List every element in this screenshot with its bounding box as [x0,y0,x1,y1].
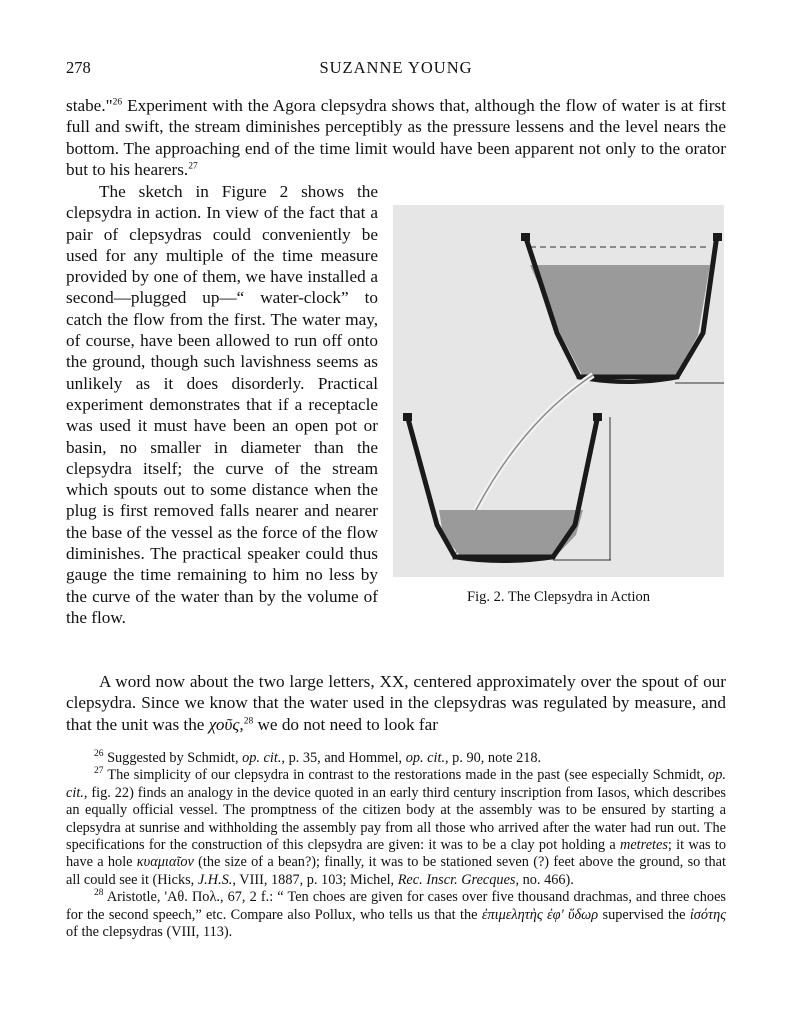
fn26-i1: op. cit. [242,750,282,766]
lower-rim-right [593,413,602,421]
clepsydra-illustration [393,205,724,577]
footnote-28 [66,889,726,941]
fn28-d: of the clepsydras (VIII, 113). [66,924,233,941]
fn26-a: Suggested by Schmidt, [103,750,243,766]
fn26-number: 26 [94,749,104,760]
fn26-i2: op. cit. [405,750,446,766]
fn27-f: , no. 466). [515,871,574,888]
p1-rest: Experiment with the Agora clepsydra shows that, although the flow of water is at first full and swift, the stream diminishes perceptibly as the pressure lessens and the level nears the bottom. The approaching end of the time limit would have been apparent not only to the orator but to his hearers. [66,96,726,179]
fn27-i4: Rec. Inscr. Grecques [397,871,516,888]
p3-text-a: A word now about the two large letters, XX, centered approximately over the spout of our clepsydra. Since we know that the water used in the clepsydras was regulated by measure, and that the unit was the [66,672,726,734]
p2-text: The sketch in Figure 2 shows the clepsydra in action. In view of the fact that a pair of clepsydras could conveniently be used for any multiple of the time measure provided by one of them, we have installed a second—plugged up—“ water-clock” to catch the flow from the first. The water may, of course, have been allowed to run off onto the ground, though such lavishness seems as unlikely as it does disorderly. Practical experiment demonstrates that if a receptacle was used it must have been an open pot or basin, no smaller in diameter than the clepsydra itself; the curve of the stream which spouts out to some distance when the plug is first removed falls nearer and nearer the base of the vessel as the force of the flow diminishes. The practical speaker could thus gauge the time remaining to him no less by the curve of the water than by the volume of the flow. [66,182,378,627]
lower-rim-left [403,413,412,421]
p3-text-b: we do not need to look far [253,714,438,734]
fn28-number: 28 [94,888,104,899]
footnote-ref-28: 28 [243,715,254,726]
footnotes [66,750,726,941]
fn27-a: The simplicity of our clepsydra in contrast to the restorations made in the past (see especially Schmidt, [103,767,709,784]
fn27-i1: op. cit. [66,767,726,801]
fn28-greek1: Αθ. Πολ. [167,889,220,906]
fn27-e: , VIII, 1887, p. 103; Michel, [232,871,398,888]
fn28-c: supervised the [598,906,690,923]
fn27-b: , fig. 22) finds an analogy in the device quoted in an early third century inscription from Iasos, which describes an equally official vessel. The promptness of the citizen body at the assembly was to be ensured by starting a clepsydra at sunrise and withholding the assembly pay from all those who arrived after the water had run out. The specifications for the construction of this clepsydra are given: it was to be a clay pot holding a [66,784,726,854]
fn28-a: Aristotle, ' [103,889,168,906]
figure-caption: Fig. 2. The Clepsydra in Action [467,589,650,605]
footnote-ref-27: 27 [188,161,198,172]
running-head-author: SUZANNE YOUNG [319,58,473,77]
fn27-number: 27 [94,766,104,777]
fn27-greek: κυαμιαῖον [136,854,194,871]
fn27-d: (the size of a bean?); finally, it was to be stationed seven (?) feet above the ground, so that all could see it (Hicks, [66,854,726,888]
p1-text: stabe." [66,96,113,115]
paragraph-1 [66,95,726,180]
fn26-c: , p. 90, note 218. [445,750,542,766]
footnote-27 [66,767,726,889]
running-header [66,58,726,86]
fn27-i3: J.H.S. [197,871,233,888]
p3-greek-chous: χοῦς, [208,714,244,734]
upper-rim-left [521,233,530,241]
fn28-greek3: ἰσότης [689,906,726,923]
paragraph-3 [66,671,726,735]
fn27-i2: metretes [620,837,668,854]
fn28-b: , 67, 2 f.: “ Ten choes are given for cases over five thousand drachmas, and three choes for the second speech,” etc. Compare also Pollux, who tells us that the [66,889,726,923]
fn26-b: , p. 35, and Hommel, [281,750,406,766]
figure-clepsydra [393,205,724,577]
footnote-ref-26: 26 [112,97,123,108]
fn27-c: ; it was to have a hole [66,837,726,871]
fn28-greek2: ἐπιμελητὴς ἐφ' ὕδωρ [481,906,599,923]
upper-rim-right [713,233,722,241]
footnote-26 [66,750,726,767]
lower-vessel-water [439,510,583,557]
page-number: 278 [66,58,91,77]
